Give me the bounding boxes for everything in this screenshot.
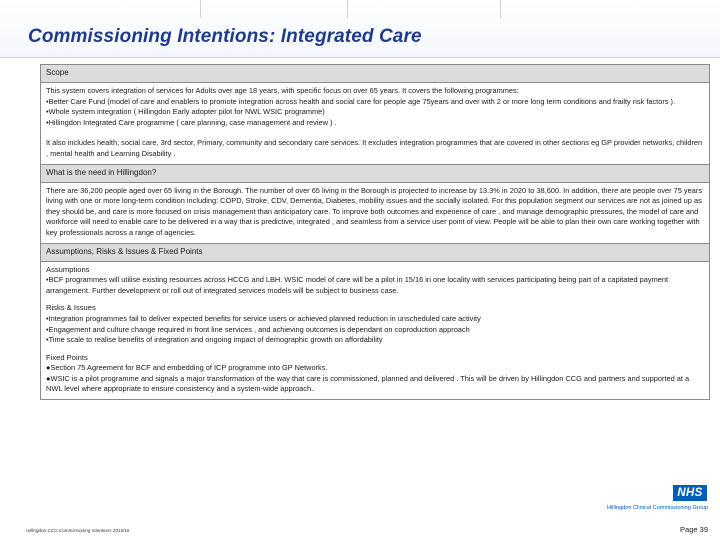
scope-line: •Whole system integration ( Hillingdon Early adopter pilot for NWL WSIC programme) — [46, 107, 325, 117]
risk-item: •Time scale to realise benefits of integration and ongoing impact of demographic growth on affordability — [46, 335, 383, 345]
header-divider — [347, 0, 348, 18]
need-text: There are 36,200 people aged over 65 living in the Borough. The number of over 65 living in the Borough is projected to increase by 13.3% in 2020 to 38,600. In addition, there are people over 75 years living with one or more long-term condition including: COPD, Stroke, CDV, Dementia, Diabetes, mobility issues and the socially isolated. For this population segment our services are not as joined up as they should be, and care is more focused on crisis management than anticipatory care. To improve both outcomes and experience of care , and manage demographic pressures, the model of care and workforce will need to enable care to be delivered in a way that is predictive, integrated , and seamless from a service user point of view. People will be able to plan their own care working together with key professionals across a range of agencies. — [46, 185, 703, 237]
risk-item: •Engagement and culture change required in front line services , and achieving outcomes is dependant on coproduction approach — [46, 324, 470, 334]
header-divider — [200, 0, 201, 18]
fixed-point-item: ●Section 75 Agreement for BCF and embedding of ICP programme into GP Networks. — [46, 363, 328, 373]
page-title: Commissioning Intentions: Integrated Care — [28, 26, 422, 47]
ccg-name: Hillingdon Clinical Commissioning Group — [606, 505, 708, 511]
page-number: Page 39 — [680, 525, 708, 534]
scope-line: •Better Care Fund (model of care and enablers to promote integration across health and social care for people age 75years and over with 2 or more long term conditions and frailty risk factors ). — [46, 96, 676, 106]
header-rule — [0, 57, 720, 58]
assumptions-heading: Assumptions, Risks & Issues & Fixed Points — [41, 244, 709, 262]
assumptions-section — [41, 262, 709, 400]
scope-heading: Scope — [41, 65, 709, 83]
scope-line: •Hillingdon Integrated Care programme ( care planning, case management and review ) . — [46, 117, 337, 127]
need-heading: What is the need in Hillingdon? — [41, 165, 709, 183]
need-section — [41, 183, 709, 244]
fixed-point-item: ●WSIC is a pilot programme and signals a major transformation of the way that care is commissioned, planned and delivered . This will be driven by Hillingdon CCG and partners and supported at a NWL level where appropriate to ensure consistency and a system-wide approach.. — [46, 373, 690, 394]
risk-item: •Integration programmes fail to deliver expected benefits for service users or achieved planned reduction in unscheduled care activity — [46, 313, 481, 323]
scope-line: This system covers integration of services for Adults over age 18 years, with specific focus on over 65 years. It covers the following programmes: — [46, 86, 519, 95]
nhs-logo: NHS — [673, 485, 707, 501]
scope-section — [41, 83, 709, 165]
fixed-points-title: Fixed Points — [46, 352, 88, 362]
header-divider — [500, 0, 501, 18]
content-table — [40, 64, 710, 400]
scope-note: It also includes health, social care, 3rd sector, Primary, community and secondary care services. It excludes integration programmes that are covered in other sections eg GP provider networks, children , mental health and Learning Disability . — [46, 138, 703, 158]
assumptions-title: Assumptions — [46, 264, 90, 274]
assumptions-text: •BCF programmes will utilise existing resources across HCCG and LBH. WSIC model of care will be a pilot in 15/16 in one locality with services participating being part of a capitated payment arrangement. Further development or roll out of integrated services models will be subject to business case. — [46, 275, 669, 295]
footer-document-title: Hillingdon CCG Commissioning Intentions 2015/16 — [26, 528, 130, 533]
risks-title: Risks & Issues — [46, 303, 96, 313]
